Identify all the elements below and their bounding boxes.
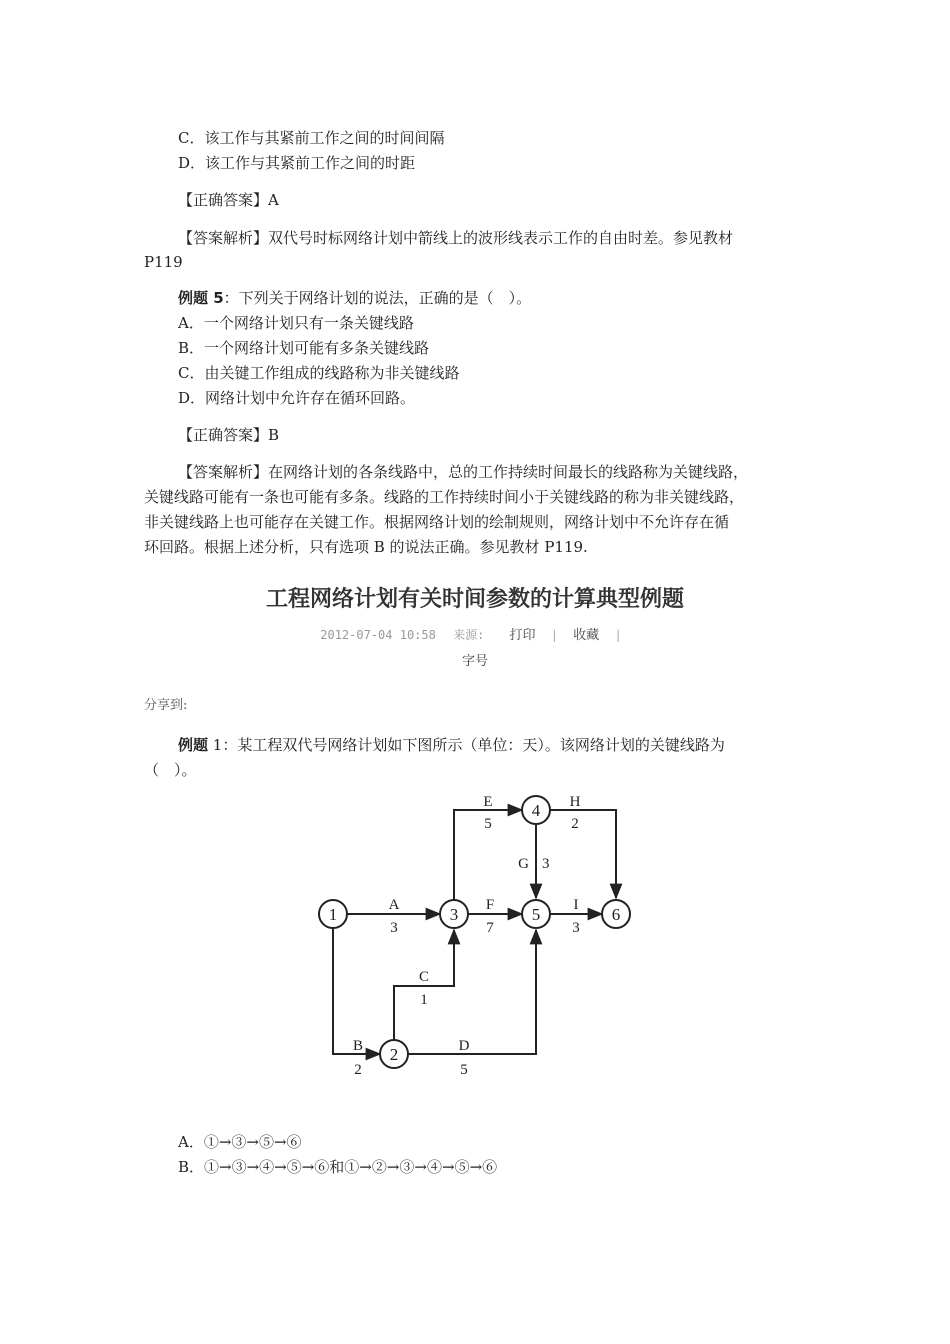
activity-duration: 3 <box>542 856 550 872</box>
example-label: 例题 <box>178 736 209 754</box>
correct-answer: 【正确答案】A <box>178 191 279 209</box>
node-label: 2 <box>389 1045 399 1064</box>
activity-duration: 5 <box>484 816 492 832</box>
answer-analysis-cont: 关键线路可能有一条也可能有多条。线路的工作持续时间小于关键线路的称为非关键线路， <box>144 488 745 506</box>
activity-duration: 3 <box>390 920 398 936</box>
example-5-question <box>178 288 531 308</box>
activity-name: H <box>569 794 581 810</box>
source-label: 来源: <box>453 628 485 642</box>
divider: | <box>614 628 622 642</box>
option-d: D．该工作与其紧前工作之间的时距 <box>178 154 416 172</box>
divider: | <box>550 628 559 642</box>
activity-duration: 2 <box>354 1062 362 1078</box>
answer-analysis-cont: 环回路。根据上述分析，只有选项 B 的说法正确。参见教材 P119. <box>144 538 588 556</box>
article-meta <box>0 624 950 643</box>
network-diagram <box>300 790 650 1090</box>
answer-analysis-cont: P119 <box>144 253 183 271</box>
activity-name: F <box>485 897 495 913</box>
activity-name: C <box>418 969 430 985</box>
activity-duration: 3 <box>572 920 580 936</box>
arrow-b <box>333 928 380 1054</box>
node-label: 3 <box>449 905 459 924</box>
answer-analysis: 【答案解析】在网络计划的各条线路中，总的工作持续时间最长的线路称为关键线路， <box>178 463 749 481</box>
activity-duration: 7 <box>486 920 494 936</box>
option-b: B．①→③→④→⑤→⑥和①→②→③→④→⑤→⑥ <box>178 1158 498 1176</box>
answer-analysis: 【答案解析】双代号时标网络计划中箭线上的波形线表示工作的自由时差。参见教材 <box>178 229 734 247</box>
activity-name: A <box>388 897 400 913</box>
arrow-h <box>550 810 616 898</box>
share-label: 分享到: <box>144 698 188 713</box>
example-label: 例题 5 <box>178 289 224 307</box>
example-1-question <box>178 735 725 755</box>
option-d: D．网络计划中允许存在循环回路。 <box>178 389 416 407</box>
node-label: 5 <box>531 905 541 924</box>
activity-duration: 2 <box>571 816 579 832</box>
example-1-question-cont: （ ）。 <box>144 761 197 779</box>
favorite-link[interactable]: 收藏 <box>573 628 600 643</box>
correct-answer: 【正确答案】B <box>178 426 280 444</box>
activity-name: I <box>573 897 579 913</box>
option-a: A．一个网络计划只有一条关键线路 <box>178 314 414 332</box>
option-b: B．一个网络计划可能有多条关键线路 <box>178 339 430 357</box>
option-c: C．由关键工作组成的线路称为非关键线路 <box>178 364 460 382</box>
font-size-control[interactable]: 字号 <box>461 654 488 669</box>
print-link[interactable]: 打印 <box>509 628 536 643</box>
node-label: 6 <box>611 905 621 924</box>
article-title: 工程网络计划有关时间参数的计算典型例题 <box>265 587 684 612</box>
activity-name: B <box>352 1038 364 1054</box>
activity-name: E <box>483 794 493 810</box>
question-text: ：下列关于网络计划的说法，正确的是（ ）。 <box>223 289 532 307</box>
activity-duration: 5 <box>460 1062 468 1078</box>
activity-duration: 1 <box>420 992 428 1008</box>
option-a: A．①→③→⑤→⑥ <box>178 1133 302 1151</box>
question-text: 1：某工程双代号网络计划如下图所示（单位：天）。该网络计划的关键线路为 <box>208 736 725 754</box>
activity-name: G <box>518 856 529 872</box>
arrow-c <box>394 930 454 1040</box>
node-label: 4 <box>531 801 541 820</box>
option-c: C．该工作与其紧前工作之间的时间间隔 <box>178 129 445 147</box>
answer-analysis-cont: 非关键线路上也可能存在关键工作。根据网络计划的绘制规则，网络计划中不允许存在循 <box>144 513 730 531</box>
activity-name: D <box>458 1038 470 1054</box>
publish-datetime: 2012-07-04 10:58 <box>320 628 436 642</box>
node-label: 1 <box>328 905 338 924</box>
